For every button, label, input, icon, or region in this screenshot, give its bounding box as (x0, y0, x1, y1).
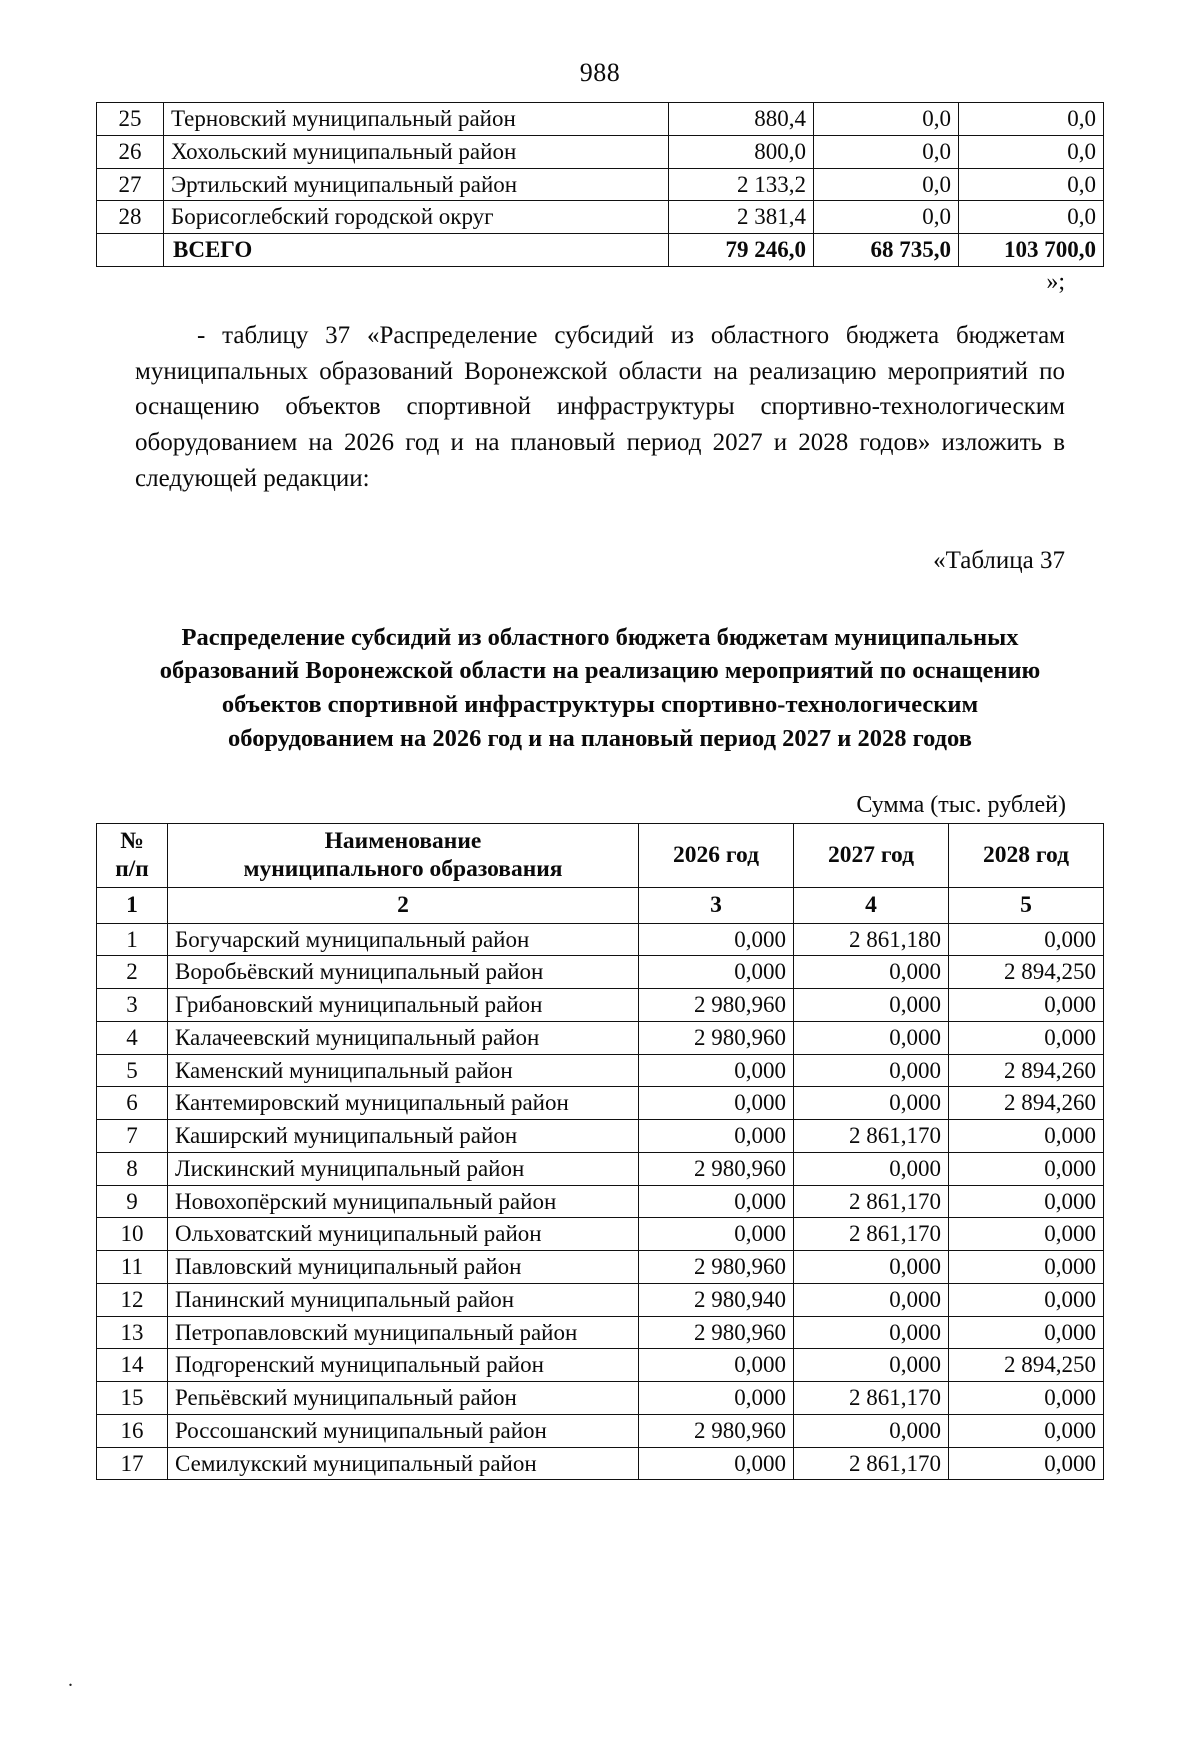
municipality-name: Репьёвский муниципальный район (168, 1382, 639, 1415)
row-number: 16 (97, 1414, 168, 1447)
value-2027: 0,000 (794, 1349, 949, 1382)
value-2026: 0,000 (639, 923, 794, 956)
header-cell-2027: 2027 год (794, 823, 949, 887)
row-value-2: 0,0 (814, 103, 959, 136)
row-value-2: 0,0 (814, 168, 959, 201)
value-2026: 0,000 (639, 956, 794, 989)
header-no-line1: № (120, 827, 144, 854)
column-number-1: 1 (97, 888, 168, 924)
row-number: 28 (97, 201, 164, 234)
value-2027: 0,000 (794, 1251, 949, 1284)
row-name: Терновский муниципальный район (164, 103, 669, 136)
value-2028: 0,000 (949, 1447, 1104, 1480)
value-2028: 0,000 (949, 923, 1104, 956)
municipality-name: Лискинский муниципальный район (168, 1152, 639, 1185)
value-2028: 2 894,260 (949, 1087, 1104, 1120)
table-row (97, 923, 1104, 956)
column-number-4: 4 (794, 888, 949, 924)
page-title: Распределение субсидий из областного бюджета бюджетам муниципальных образований Воронежской области на реализацию мероприятий по оснащению объектов спортивной инфраструктуры спортивно-технологическим оборудованием на 2026 год и на плановый период 2027 и 2028 годов (159, 623, 1041, 752)
value-2026: 2 980,960 (639, 1021, 794, 1054)
municipality-name: Россошанский муниципальный район (168, 1414, 639, 1447)
table-row (97, 1382, 1104, 1415)
document-page (0, 58, 1200, 1764)
table-row (97, 1054, 1104, 1087)
row-number: 17 (97, 1447, 168, 1480)
value-2028: 2 894,260 (949, 1054, 1104, 1087)
row-number: 11 (97, 1251, 168, 1284)
total-row-number (97, 234, 164, 267)
value-2028: 0,000 (949, 989, 1104, 1022)
municipality-name: Кантемировский муниципальный район (168, 1087, 639, 1120)
row-name: Хохольский муниципальный район (164, 135, 669, 168)
table-row (97, 1152, 1104, 1185)
row-number: 26 (97, 135, 164, 168)
row-number: 12 (97, 1283, 168, 1316)
column-number-row (97, 888, 1104, 924)
row-number: 4 (97, 1021, 168, 1054)
amendment-paragraph: - таблицу 37 «Распределение субсидий из областного бюджета бюджетам муниципальных образований Воронежской области на реализацию мероприятий по оснащению объектов спортивной инфраструктуры спортивно-технологическим оборудованием на 2026 год и на плановый период 2027 и 2028 годов» изложить в следующей редакции: (135, 321, 1065, 492)
municipality-name: Петропавловский муниципальный район (168, 1316, 639, 1349)
table-row (97, 1316, 1104, 1349)
value-2027: 2 861,170 (794, 1120, 949, 1153)
row-number: 10 (97, 1218, 168, 1251)
total-value-1: 79 246,0 (669, 234, 814, 267)
table-row (97, 989, 1104, 1022)
row-number: 7 (97, 1120, 168, 1153)
continued-subsidy-table (96, 102, 1104, 267)
row-number: 27 (97, 168, 164, 201)
value-2026: 0,000 (639, 1349, 794, 1382)
row-name: Борисоглебский городской округ (164, 201, 669, 234)
table-header (97, 823, 1104, 923)
row-number: 13 (97, 1316, 168, 1349)
currency-unit-note: Сумма (тыс. рублей) (856, 791, 1066, 818)
value-2026: 0,000 (639, 1120, 794, 1153)
table-body (97, 923, 1104, 1480)
table-row (97, 956, 1104, 989)
table-row (97, 1218, 1104, 1251)
total-label: ВСЕГО (164, 234, 669, 267)
value-2026: 0,000 (639, 1054, 794, 1087)
value-2027: 2 861,180 (794, 923, 949, 956)
total-value-3: 103 700,0 (959, 234, 1104, 267)
bottom-artifact-mark: . (68, 1669, 73, 1691)
value-2028: 0,000 (949, 1414, 1104, 1447)
row-number: 6 (97, 1087, 168, 1120)
municipality-name: Каширский муниципальный район (168, 1120, 639, 1153)
value-2028: 0,000 (949, 1218, 1104, 1251)
value-2026: 0,000 (639, 1447, 794, 1480)
column-number-3: 3 (639, 888, 794, 924)
value-2026: 0,000 (639, 1382, 794, 1415)
total-value-2: 68 735,0 (814, 234, 959, 267)
table-row (97, 168, 1104, 201)
total-row (97, 234, 1104, 267)
value-2027: 0,000 (794, 956, 949, 989)
value-2027: 0,000 (794, 1414, 949, 1447)
header-row (97, 823, 1104, 887)
value-2028: 0,000 (949, 1152, 1104, 1185)
value-2027: 2 861,170 (794, 1382, 949, 1415)
header-name-line2: муниципального образования (243, 856, 563, 883)
value-2028: 0,000 (949, 1251, 1104, 1284)
municipality-name: Каменский муниципальный район (168, 1054, 639, 1087)
header-cell-name (168, 823, 639, 887)
value-2027: 0,000 (794, 1087, 949, 1120)
table-row (97, 135, 1104, 168)
page-number: 988 (579, 58, 621, 87)
value-2028: 2 894,250 (949, 956, 1104, 989)
row-number: 2 (97, 956, 168, 989)
table-row (97, 1120, 1104, 1153)
municipality-name: Грибановский муниципальный район (168, 989, 639, 1022)
table-row (97, 1447, 1104, 1480)
municipality-name: Ольховатский муниципальный район (168, 1218, 639, 1251)
row-value-1: 800,0 (669, 135, 814, 168)
table-row (97, 103, 1104, 136)
municipality-name: Новохопёрский муниципальный район (168, 1185, 639, 1218)
row-value-1: 2 381,4 (669, 201, 814, 234)
table-row (97, 1087, 1104, 1120)
subsidy-distribution-table (96, 823, 1104, 1481)
value-2028: 0,000 (949, 1185, 1104, 1218)
value-2027: 2 861,170 (794, 1185, 949, 1218)
row-value-1: 2 133,2 (669, 168, 814, 201)
value-2028: 0,000 (949, 1120, 1104, 1153)
value-2028: 0,000 (949, 1021, 1104, 1054)
value-2027: 0,000 (794, 1021, 949, 1054)
value-2026: 2 980,960 (639, 1316, 794, 1349)
table-row (97, 1185, 1104, 1218)
row-number: 14 (97, 1349, 168, 1382)
table-caption-label: «Таблица 37 (933, 546, 1065, 574)
header-cell-2026: 2026 год (639, 823, 794, 887)
value-2026: 2 980,940 (639, 1283, 794, 1316)
column-number-5: 5 (949, 888, 1104, 924)
municipality-name: Богучарский муниципальный район (168, 923, 639, 956)
column-number-2: 2 (168, 888, 639, 924)
table-row (97, 1251, 1104, 1284)
value-2026: 2 980,960 (639, 989, 794, 1022)
municipality-name: Калачеевский муниципальный район (168, 1021, 639, 1054)
header-cell-number (97, 823, 168, 887)
municipality-name: Панинский муниципальный район (168, 1283, 639, 1316)
value-2027: 2 861,170 (794, 1218, 949, 1251)
row-number: 25 (97, 103, 164, 136)
closing-quote-mark: »; (1046, 268, 1065, 295)
table-row (97, 1414, 1104, 1447)
row-value-2: 0,0 (814, 201, 959, 234)
header-no-line2: п/п (115, 856, 149, 883)
value-2026: 0,000 (639, 1087, 794, 1120)
row-number: 1 (97, 923, 168, 956)
municipality-name: Семилукский муниципальный район (168, 1447, 639, 1480)
value-2026: 0,000 (639, 1185, 794, 1218)
row-value-3: 0,0 (959, 201, 1104, 234)
value-2026: 0,000 (639, 1218, 794, 1251)
row-name: Эртильский муниципальный район (164, 168, 669, 201)
row-number: 15 (97, 1382, 168, 1415)
municipality-name: Подгоренский муниципальный район (168, 1349, 639, 1382)
table-row (97, 1283, 1104, 1316)
row-number: 9 (97, 1185, 168, 1218)
value-2027: 0,000 (794, 989, 949, 1022)
value-2026: 2 980,960 (639, 1152, 794, 1185)
continued-table-body (97, 103, 1104, 267)
table-row (97, 201, 1104, 234)
value-2026: 2 980,960 (639, 1251, 794, 1284)
header-cell-2028: 2028 год (949, 823, 1104, 887)
value-2028: 0,000 (949, 1316, 1104, 1349)
row-number: 8 (97, 1152, 168, 1185)
municipality-name: Воробьёвский муниципальный район (168, 956, 639, 989)
value-2028: 0,000 (949, 1283, 1104, 1316)
row-number: 3 (97, 989, 168, 1022)
value-2028: 2 894,250 (949, 1349, 1104, 1382)
table-row (97, 1349, 1104, 1382)
row-value-3: 0,0 (959, 103, 1104, 136)
value-2027: 0,000 (794, 1054, 949, 1087)
row-number: 5 (97, 1054, 168, 1087)
value-2028: 0,000 (949, 1382, 1104, 1415)
value-2027: 0,000 (794, 1152, 949, 1185)
value-2027: 0,000 (794, 1283, 949, 1316)
municipality-name: Павловский муниципальный район (168, 1251, 639, 1284)
row-value-1: 880,4 (669, 103, 814, 136)
row-value-3: 0,0 (959, 168, 1104, 201)
value-2027: 0,000 (794, 1316, 949, 1349)
value-2026: 2 980,960 (639, 1414, 794, 1447)
row-value-3: 0,0 (959, 135, 1104, 168)
header-name-line1: Наименование (324, 827, 482, 854)
value-2027: 2 861,170 (794, 1447, 949, 1480)
row-value-2: 0,0 (814, 135, 959, 168)
table-row (97, 1021, 1104, 1054)
